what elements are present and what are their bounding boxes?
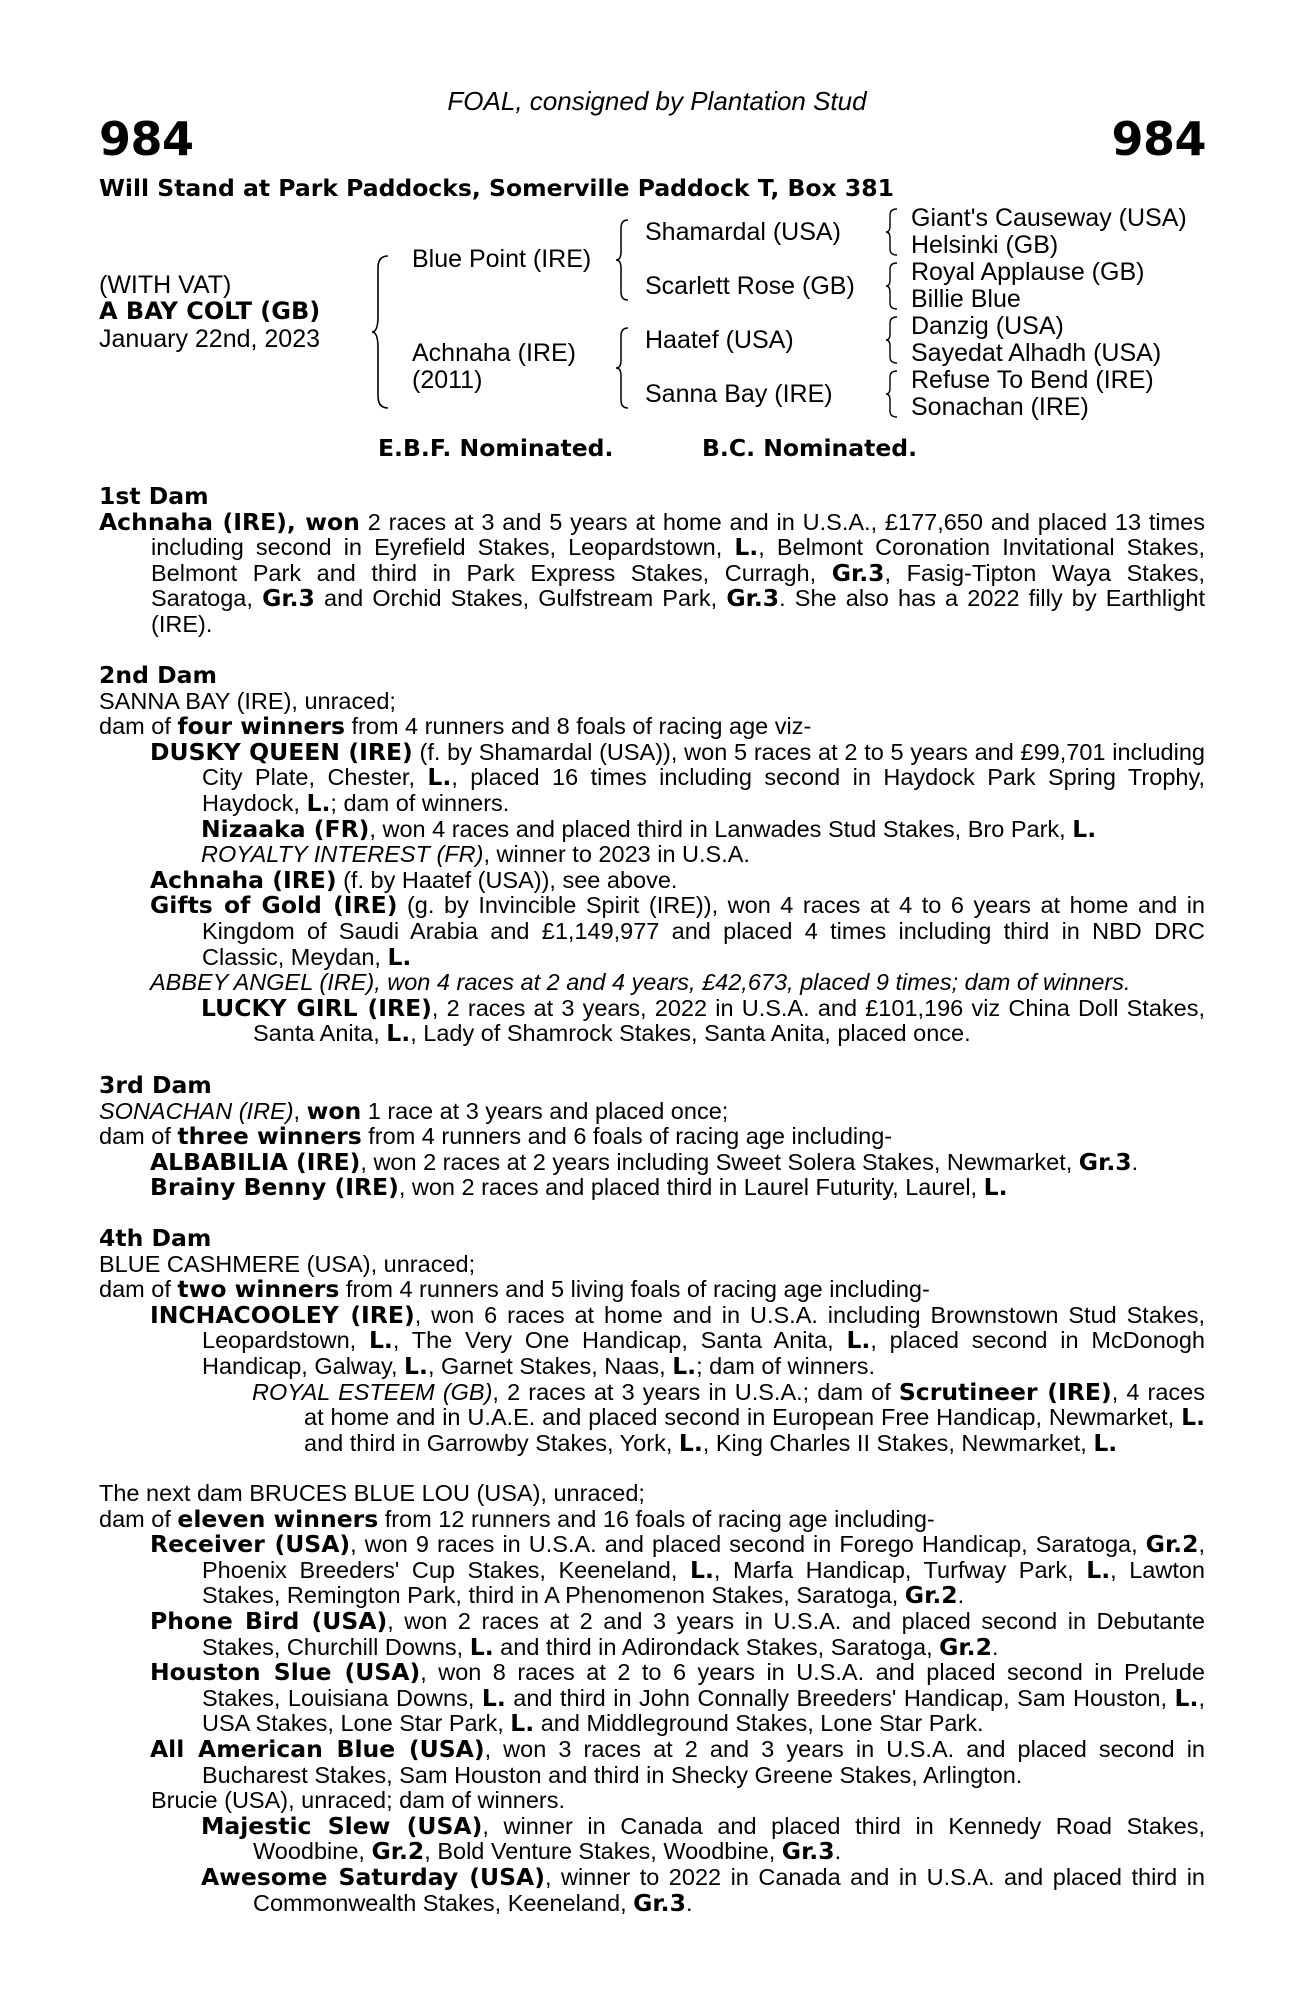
sire-sire: Shamardal (USA) xyxy=(645,218,841,246)
race-record: , Fasig-Tipton Waya Stakes, Saratoga, xyxy=(151,559,1205,612)
race-record: , placed second in McDonogh Handicap, Galway, xyxy=(202,1327,1205,1379)
produce-entry xyxy=(99,970,1205,996)
race-record: , won 8 races at 2 to 6 years in U.S.A. and placed second in Prelude Stakes, Louisiana Downs, xyxy=(202,1659,1205,1711)
group-tag: Gr.2 xyxy=(939,1632,992,1661)
group-tag: Gr.3 xyxy=(633,1888,686,1917)
group-tag: Gr.3 xyxy=(262,584,315,613)
dam-dam: Sanna Bay (IRE) xyxy=(645,380,833,408)
text: . xyxy=(1131,1148,1139,1175)
produce-entry xyxy=(99,1811,1205,1866)
listed-tag: L. xyxy=(386,1019,411,1048)
listed-tag: L. xyxy=(481,1683,506,1712)
race-record: and third in Adirondack Stakes, Saratoga, xyxy=(493,1633,940,1660)
horse-name: ALBABILIA (IRE) xyxy=(150,1147,361,1176)
dam-produce-summary xyxy=(99,1504,1205,1533)
race-record: , winner to 2022 in Canada and in U.S.A. and placed third in Commonwealth Stakes, Keeneland, xyxy=(253,1863,1205,1916)
race-record: , 2 races at 3 years, 2022 in U.S.A. and £101,196 viz China Doll Stakes, Santa Anita, xyxy=(253,994,1206,1047)
race-record: , Bold Venture Stakes, Woodbine, xyxy=(424,1838,782,1865)
text: . xyxy=(991,1633,999,1660)
listed-tag: L. xyxy=(368,1326,393,1355)
winners-count: eleven winners xyxy=(177,1504,379,1533)
pedigree-brace-sire xyxy=(614,218,632,302)
text: from 4 runners and 6 foals of racing age including- xyxy=(361,1123,893,1150)
bc-nomination: B.C. Nominated. xyxy=(702,434,918,462)
race-record: , won 2 races at 2 and 3 years in U.S.A. and placed second in Debutante Stakes, Churchill Downs, xyxy=(202,1607,1205,1660)
horse-name: ROYAL ESTEEM (GB) xyxy=(252,1378,493,1405)
text: dam of xyxy=(99,1123,178,1150)
horse-name: Achnaha (IRE) xyxy=(99,507,287,536)
listed-tag: L. xyxy=(510,1709,535,1738)
text: 1 race at 3 years and placed once; xyxy=(361,1097,729,1124)
produce-entry xyxy=(99,1862,1205,1917)
group-tag: Gr.3 xyxy=(781,1837,835,1866)
listed-tag: L. xyxy=(983,1173,1008,1202)
race-record: , won 4 races at 2 and 4 years, £42,673, placed 9 times; dam of winners. xyxy=(374,969,1131,996)
horse-name: Scrutineer (IRE) xyxy=(898,1377,1112,1406)
horse-name: Brainy Benny (IRE) xyxy=(150,1173,399,1202)
horse-name: Gifts of Gold (IRE) xyxy=(150,891,398,920)
section-heading: 1st Dam xyxy=(99,482,209,510)
text: . xyxy=(957,1582,965,1609)
produce-entry xyxy=(99,893,1205,970)
produce-entry xyxy=(99,1606,1205,1661)
text: dam of xyxy=(99,1505,178,1532)
listed-tag: L. xyxy=(689,1555,714,1584)
first-dam-paragraph xyxy=(99,507,1206,638)
listed-tag: L. xyxy=(306,788,331,817)
produce-entry xyxy=(99,842,1205,868)
listed-tag: L. xyxy=(404,1351,428,1380)
produce-entry xyxy=(99,1175,1205,1201)
granddam-5: Danzig (USA) xyxy=(911,312,1064,340)
dam-name: Achnaha (IRE) xyxy=(412,339,576,367)
pedigree-brace-main xyxy=(370,254,392,410)
race-record: , 2 races at 3 years in U.S.A.; dam of xyxy=(492,1378,899,1405)
race-record: and third in Garrowby Stakes, York, xyxy=(304,1429,679,1456)
pedigree-brace-g1 xyxy=(884,207,900,257)
group-tag: Gr.2 xyxy=(371,1837,425,1866)
fourth-dam-section xyxy=(99,1226,1205,1456)
horse-name: ROYALTY INTEREST (FR) xyxy=(201,841,484,868)
section-heading: 4th Dam xyxy=(99,1224,212,1252)
granddam-7: Refuse To Bend (IRE) xyxy=(911,366,1154,394)
produce-entry xyxy=(99,1377,1205,1457)
produce-entry xyxy=(99,993,1206,1048)
dam-produce-summary xyxy=(99,1124,1205,1150)
pedigree-brace-dam xyxy=(614,326,632,410)
race-record: , won 4 races and placed third in Lanwades Stud Stakes, Bro Park, xyxy=(369,815,1073,842)
text: from 4 runners and 5 living foals of racing age including- xyxy=(339,1276,930,1303)
granddam-2: Helsinki (GB) xyxy=(911,231,1059,259)
text: dam of xyxy=(99,713,178,740)
listed-tag: L. xyxy=(678,1428,703,1457)
won-label: , won xyxy=(286,507,360,536)
produce-entry xyxy=(99,865,1205,894)
horse-name: Nizaaka (FR) xyxy=(201,814,370,843)
produce-entry xyxy=(99,1532,1205,1609)
dam-intro: The next dam BRUCES BLUE LOU (USA), unraced; xyxy=(99,1480,645,1506)
race-record: , won 3 races at 2 and 3 years in U.S.A. and placed second in Bucharest Stakes, Sam Houston and third in Shecky Greene Stakes, Arlington. xyxy=(202,1735,1205,1788)
ebf-nomination: E.B.F. Nominated. xyxy=(378,434,614,462)
granddam-1: Giant's Causeway (USA) xyxy=(911,204,1187,232)
text: from 12 runners and 16 foals of racing age including- xyxy=(378,1505,935,1532)
race-record: , USA Stakes, Lone Star Park, xyxy=(202,1684,1205,1737)
race-record: , The Very One Handicap, Santa Anita, xyxy=(392,1327,847,1354)
race-record: , Belmont Coronation Invitational Stakes, Belmont Park and third in Park Express Stakes, Curragh, xyxy=(151,534,1206,586)
group-tag: Gr.3 xyxy=(1078,1147,1132,1176)
stand-location: Will Stand at Park Paddocks, Somerville Paddock T, Box 381 xyxy=(99,174,894,202)
group-tag: Gr.3 xyxy=(831,558,885,587)
produce-entry xyxy=(99,1660,1205,1737)
race-record: , Lady of Shamrock Stakes, Santa Anita, placed once. xyxy=(410,1020,971,1047)
dam-produce-summary xyxy=(99,1277,1205,1303)
horse-name: All American Blue (USA) xyxy=(150,1734,485,1763)
race-record: , won 6 races at home and in U.S.A. including Brownstown Stud Stakes, Leopardstown, xyxy=(202,1301,1205,1354)
race-record: , Garnet Stakes, Naas, xyxy=(427,1352,673,1379)
race-record: ; dam of winners. xyxy=(330,789,510,816)
listed-tag: L. xyxy=(734,533,759,562)
race-record: ; dam of winners. xyxy=(696,1352,876,1379)
race-record: , Phoenix Breeders' Cup Stakes, Keeneland, xyxy=(202,1531,1205,1583)
produce-entry xyxy=(99,814,1205,843)
pedigree-brace-g3 xyxy=(884,315,900,365)
lot-number-left: 984 xyxy=(99,112,194,166)
second-dam-section xyxy=(99,663,1205,1047)
listed-tag: L. xyxy=(846,1326,871,1355)
race-record: and Middleground Stakes, Lone Star Park. xyxy=(534,1710,984,1737)
produce-entry: Brucie (USA), unraced; dam of winners. xyxy=(151,1787,566,1814)
sire-name: Blue Point (IRE) xyxy=(412,245,592,273)
foaling-date: January 22nd, 2023 xyxy=(99,325,321,353)
granddam-3: Royal Applause (GB) xyxy=(911,258,1145,286)
dam-sire: Haatef (USA) xyxy=(645,326,794,354)
race-record: , winner in Canada and placed third in Kennedy Road Stakes, Woodbine, xyxy=(253,1812,1205,1865)
next-dam-section xyxy=(99,1481,1205,1916)
horse-name: Majestic Slew (USA) xyxy=(201,1811,483,1840)
listed-tag: L. xyxy=(1072,814,1097,843)
text: . xyxy=(685,1889,693,1916)
produce-entry xyxy=(99,1734,1205,1788)
horse-name: INCHACOOLEY (IRE) xyxy=(150,1300,415,1329)
horse-name: ABBEY ANGEL (IRE) xyxy=(150,969,375,996)
produce-entry xyxy=(99,737,1205,817)
winners-count: three winners xyxy=(177,1122,362,1151)
dam-intro: BLUE CASHMERE (USA), unraced; xyxy=(99,1250,476,1277)
race-record: (f. by Haatef (USA)), see above. xyxy=(336,866,678,893)
text: . xyxy=(834,1838,842,1865)
text: , xyxy=(293,1097,307,1124)
race-record: , won 2 races at 2 years including Sweet Solera Stakes, Newmarket, xyxy=(360,1148,1079,1175)
first-dam-section xyxy=(99,484,1205,638)
race-record: , 4 races at home and in U.A.E. and placed second in European Free Handicap, Newmarket, xyxy=(304,1378,1205,1431)
group-tag: Gr.2 xyxy=(904,1581,958,1610)
race-record: (f. by Shamardal (USA)), won 5 races at 2 to 5 years and £99,701 including City Plate, Chester, xyxy=(202,738,1205,791)
listed-tag: L. xyxy=(1093,1428,1118,1457)
third-dam-section xyxy=(99,1073,1205,1201)
granddam-4: Billie Blue xyxy=(911,285,1021,313)
dam-year: (2011) xyxy=(412,366,483,394)
produce-entry xyxy=(99,1147,1205,1176)
text: dam of xyxy=(99,1276,178,1303)
race-record: , won 2 races and placed third in Laurel Futurity, Laurel, xyxy=(398,1174,984,1201)
sire-dam: Scarlett Rose (GB) xyxy=(645,272,855,300)
text: from 4 runners and 8 foals of racing age viz- xyxy=(345,713,812,740)
vat-note: (WITH VAT) xyxy=(99,271,232,299)
listed-tag: L. xyxy=(427,763,452,792)
race-record: , Lawton Stakes, Remington Park, third in A Phenomenon Stakes, Saratoga, xyxy=(202,1556,1205,1609)
race-record: , won 9 races in U.S.A. and placed second in Forego Handicap, Saratoga, xyxy=(350,1531,1146,1558)
pedigree-brace-g4 xyxy=(884,369,900,419)
horse-name: Phone Bird (USA) xyxy=(150,1606,388,1635)
group-tag: Gr.3 xyxy=(726,584,780,613)
listed-tag: L. xyxy=(672,1351,697,1380)
winners-count: two winners xyxy=(177,1275,340,1304)
race-record: and third in John Connally Breeders' Handicap, Sam Houston, xyxy=(505,1684,1175,1711)
race-record: , Marfa Handicap, Turfway Park, xyxy=(713,1556,1087,1583)
horse-name: Receiver (USA) xyxy=(150,1530,351,1559)
race-record: . She also has a 2022 filly by Earthlight (IRE). xyxy=(151,585,1206,637)
listed-tag: L. xyxy=(1174,1683,1199,1712)
pedigree-brace-g2 xyxy=(884,261,900,311)
horse-name: DUSKY QUEEN (IRE) xyxy=(150,737,413,766)
won-label: won xyxy=(306,1096,362,1125)
granddam-8: Sonachan (IRE) xyxy=(911,393,1089,421)
race-record: , King Charles II Stakes, Newmarket, xyxy=(702,1429,1094,1456)
horse-name: SONACHAN (IRE) xyxy=(99,1097,294,1124)
consignor-line: FOAL, consigned by Plantation Stud xyxy=(447,86,867,116)
group-tag: Gr.2 xyxy=(1145,1530,1199,1559)
listed-tag: L. xyxy=(469,1632,494,1661)
dam-intro xyxy=(99,1096,1205,1125)
race-record: and Orchid Stakes, Gulfstream Park, xyxy=(314,585,727,612)
listed-tag: L. xyxy=(1086,1555,1111,1584)
race-record: (g. by Invincible Spirit (IRE)), won 4 races at 4 to 6 years at home and in Kingdom of Saudi Arabia and £1,149,977 and placed 4 times including third in NBD DRC Classic, Meydan, xyxy=(202,892,1205,970)
section-heading: 2nd Dam xyxy=(99,661,217,689)
horse-name: A BAY COLT (GB) xyxy=(99,297,321,325)
race-record: 2 races at 3 and 5 years at home and in U.S.A., £177,650 and placed 13 times including second in Eyrefield Stakes, Leopardstown, xyxy=(151,508,1205,561)
horse-name: LUCKY GIRL (IRE) xyxy=(201,993,432,1022)
winners-count: four winners xyxy=(177,712,345,741)
horse-name: Houston Slue (USA) xyxy=(150,1658,421,1687)
race-record: , placed 16 times including second in Haydock Park Spring Trophy, Haydock, xyxy=(202,764,1205,816)
lot-number-right: 984 xyxy=(1111,112,1206,166)
listed-tag: L. xyxy=(1181,1403,1205,1432)
section-heading: 3rd Dam xyxy=(99,1071,212,1099)
dam-intro: SANNA BAY (IRE), unraced; xyxy=(99,687,396,714)
listed-tag: L. xyxy=(387,942,412,971)
horse-name: Awesome Saturday (USA) xyxy=(201,1862,545,1891)
race-record: , winner to 2023 in U.S.A. xyxy=(483,841,750,868)
produce-entry xyxy=(99,1300,1205,1380)
horse-name: Achnaha (IRE) xyxy=(150,865,337,894)
granddam-6: Sayedat Alhadh (USA) xyxy=(911,339,1162,367)
dam-produce-summary xyxy=(99,714,1205,740)
